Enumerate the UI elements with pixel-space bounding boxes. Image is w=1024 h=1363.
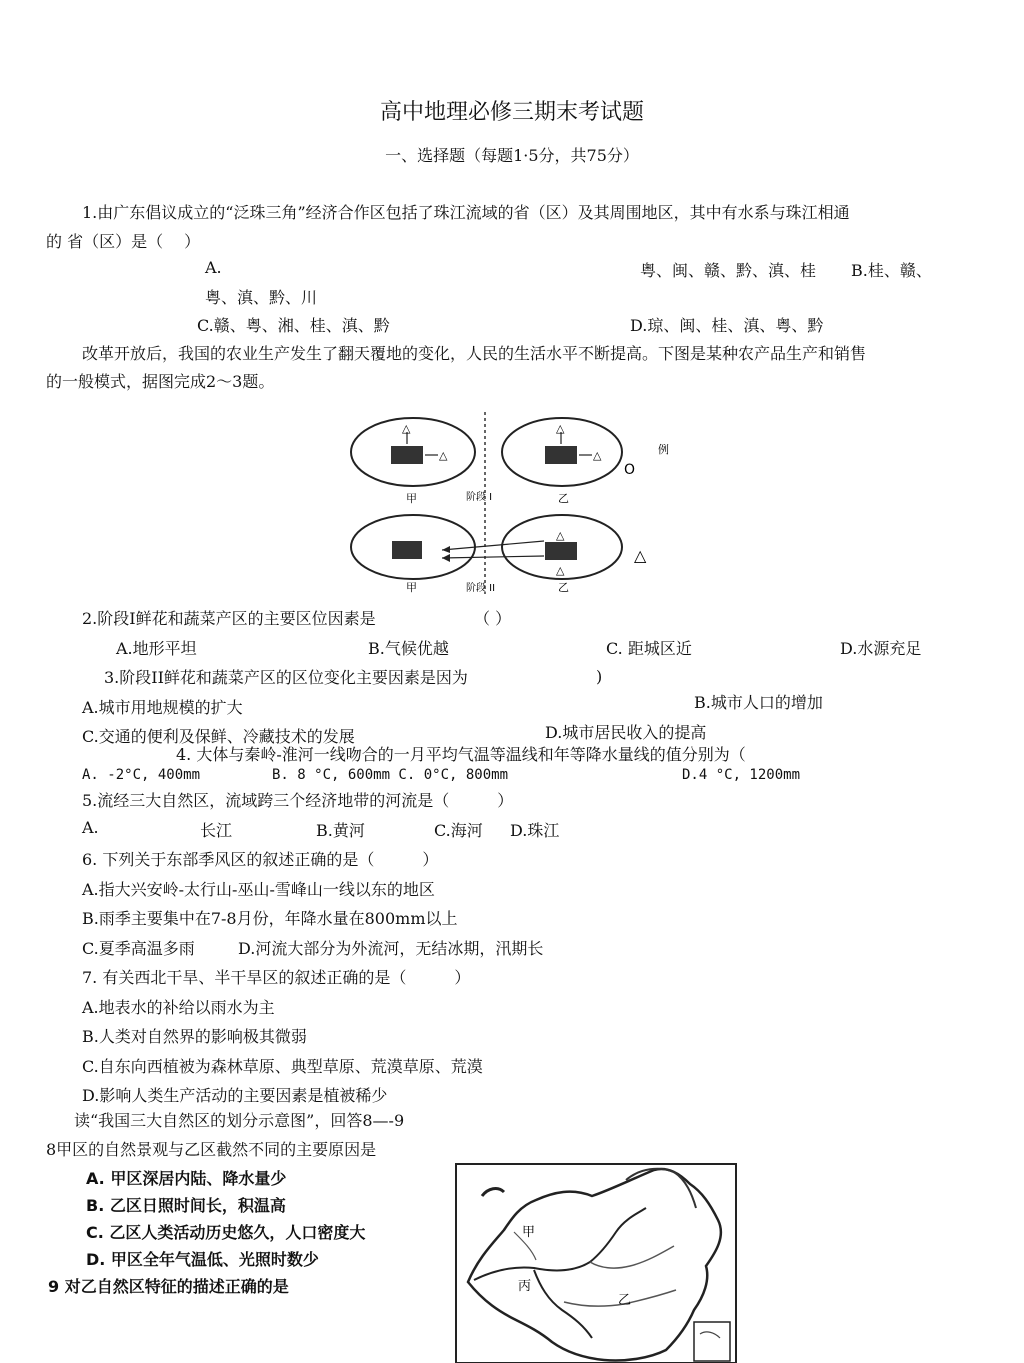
q4-option-d: D.4 °C, 1200mm — [682, 767, 801, 783]
q3-option-c: C.交通的便利及保鲜、冷藏技术的发展 — [82, 727, 355, 746]
china-natural-regions-map — [454, 1162, 738, 1363]
q2-option-d: D.水源充足 — [840, 639, 922, 658]
label-stage2: 阶段 II — [466, 583, 496, 594]
q1-option-d: D.琼、闽、桂、滇、粤、黔 — [630, 316, 824, 335]
production-triangle-icon: △ — [593, 449, 602, 462]
q5-option-a-text: 长江 — [200, 821, 233, 840]
q2-option-c: C. 距城区近 — [606, 639, 692, 658]
q3-option-b: B.城市人口的增加 — [694, 693, 823, 712]
q5-option-c: C.海河 — [434, 821, 483, 840]
q6-option-d: D.河流大部分为外流河，无结冰期，汛期长 — [238, 939, 544, 958]
intro-q8-9: 读“我国三大自然区的划分示意图”，回答8—-9 — [74, 1111, 405, 1130]
section-heading: 一、选择题（每题1·5分，共75分） — [385, 146, 639, 165]
q8-option-d: D. 甲区全年气温低、光照时数少 — [86, 1250, 319, 1269]
q5-option-b: B.黄河 — [316, 821, 365, 840]
intro-q2-3-line1: 改革开放后，我国的农业生产发生了翻天覆地的变化，人民的生活水平不断提高。下图是某种农产品生产和销售 — [82, 344, 867, 363]
q2-stem: 2.阶段I鲜花和蔬菜产区的主要区位因素是 — [82, 609, 376, 628]
q4-stem: 4. 大体与秦岭-淮河一线吻合的一月平均气温等温线和年等降水量线的值分别为（ — [176, 745, 746, 764]
q7-option-a: A.地表水的补给以雨水为主 — [82, 998, 275, 1017]
q1-option-b-line1: B.桂、赣、 — [851, 261, 932, 280]
q7-stem: 7. 有关西北干旱、半干旱区的叙述正确的是（ ） — [82, 968, 471, 987]
q4-option-b-c: B. 8 °C, 600mm C. 0°C, 800mm — [272, 767, 509, 783]
map-label-jia: 甲 — [522, 1225, 536, 1240]
q6-option-a: A.指大兴安岭-太行山-巫山-雪峰山一线以东的地区 — [82, 880, 435, 899]
map-label-bing: 丙 — [518, 1279, 532, 1294]
q7-option-c: C.自东向西植被为森林草原、典型草原、荒漠草原、荒漠 — [82, 1057, 483, 1076]
q1-option-c: C.赣、粤、湘、桂、滇、黔 — [197, 316, 390, 335]
map-label-yi: 乙 — [618, 1293, 632, 1308]
q2-answer-paren: （ ） — [474, 609, 512, 628]
q1-stem-line1: 1.由广东倡议成立的“泛珠三角”经济合作区包括了珠江流域的省（区）及其周围地区，其中有水系与珠江相通 — [82, 203, 850, 222]
q1-stem-line2: 的 省（区）是（ ） — [46, 232, 201, 251]
q1-option-a-label: A. — [205, 258, 222, 277]
q5-option-d: D.珠江 — [510, 821, 560, 840]
q1-option-a-text: 粤、闽、赣、黔、滇、桂 — [640, 261, 817, 280]
label-yi-stage1: 乙 — [558, 492, 569, 505]
production-triangle-icon: △ — [556, 422, 565, 435]
legend-triangle: △ — [634, 546, 647, 565]
label-yi-stage2: 乙 — [558, 581, 569, 594]
label-jia-stage2: 甲 — [406, 581, 417, 594]
q5-stem: 5.流经三大自然区，流域跨三个经济地带的河流是（ ） — [82, 791, 514, 810]
q2-option-a: A.地形平坦 — [116, 639, 197, 658]
city-block-icon — [391, 446, 423, 464]
q5-option-a-label: A. — [82, 818, 99, 837]
label-jia-stage1: 甲 — [406, 492, 417, 505]
q6-stem: 6. 下列关于东部季风区的叙述正确的是（ ） — [82, 850, 439, 869]
q8-option-a: A. 甲区深居内陆、降水量少 — [86, 1169, 287, 1188]
q7-option-b: B.人类对自然界的影响极其微弱 — [82, 1027, 307, 1046]
city-block-icon — [545, 446, 577, 464]
legend-circle: O — [624, 462, 636, 478]
city-block-icon — [392, 541, 422, 559]
q8-option-c: C. 乙区人类活动历史悠久，人口密度大 — [86, 1223, 366, 1242]
q8-stem: 8甲区的自然景观与乙区截然不同的主要原因是 — [46, 1140, 377, 1159]
arrow-line — [442, 556, 544, 558]
production-triangle-icon: △ — [556, 529, 565, 542]
production-sales-diagram — [340, 408, 680, 596]
q3-option-d: D.城市居民收入的提高 — [545, 723, 707, 742]
q6-option-b: B.雨季主要集中在7-8月份，年降水量在800mm以上 — [82, 909, 458, 928]
q7-option-d: D.影响人类生产活动的主要因素是植被稀少 — [82, 1086, 388, 1105]
q4-option-a: A. -2°C, 400mm — [82, 767, 201, 783]
production-triangle-icon: △ — [402, 422, 411, 435]
city-block-icon — [545, 542, 577, 560]
intro-q2-3-line2: 的一般模式，据图完成2～3题。 — [46, 372, 275, 391]
q3-stem: 3.阶段II鲜花和蔬菜产区的区位变化主要因素是因为 — [104, 668, 468, 687]
q2-option-b: B.气候优越 — [368, 639, 449, 658]
legend-label: 例 — [658, 443, 669, 456]
q6-option-c: C.夏季高温多雨 — [82, 939, 195, 958]
label-stage1: 阶段 I — [466, 492, 493, 503]
production-triangle-icon: △ — [556, 564, 565, 577]
q8-option-b: B. 乙区日照时间长，积温高 — [86, 1196, 286, 1215]
page-title: 高中地理必修三期末考试题 — [379, 100, 644, 125]
production-triangle-icon: △ — [439, 449, 448, 462]
q3-option-a: A.城市用地规模的扩大 — [82, 698, 243, 717]
q3-answer-paren: ) — [596, 667, 603, 686]
q9-stem: 9 对乙自然区特征的描述正确的是 — [48, 1277, 289, 1296]
q1-option-b-line2: 粤、滇、黔、川 — [205, 288, 318, 307]
arrow-line — [442, 541, 544, 550]
